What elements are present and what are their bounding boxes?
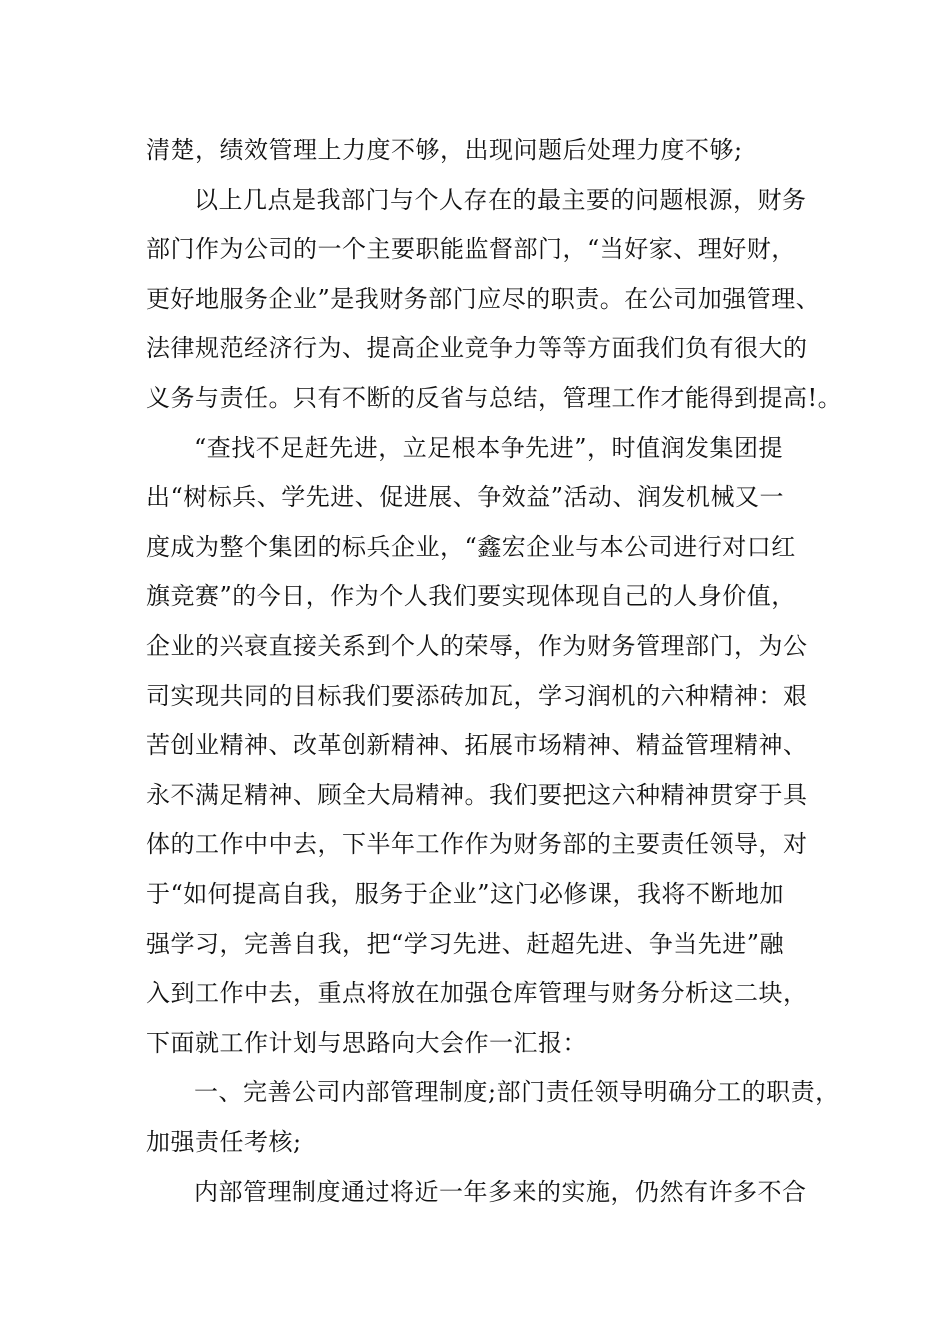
text-line-13: 苦创业精神、改革创新精神、拓展市场精神、精益管理精神、 (146, 731, 808, 759)
text-line-15: 体的工作中中去，下半年工作作为财务部的主要责任领导，对 (146, 830, 808, 858)
text-line-4: 更好地服务企业”是我财务部门应尽的职责。在公司加强管理、 (146, 285, 821, 313)
text-line-16: 于“如何提高自我，服务于企业”这门必修课，我将不断地加 (146, 880, 785, 908)
text-line-5: 法律规范经济行为、提高企业竞争力等等方面我们负有很大的 (146, 334, 808, 362)
text-line-22: 内部管理制度通过将近一年多来的实施，仍然有许多不合 (194, 1178, 807, 1206)
text-line-17: 强学习，完善自我，把“学习先进、赶超先进、争当先进”融 (146, 930, 785, 958)
text-line-11: 企业的兴衰直接关系到个人的荣辱，作为财务管理部门，为公 (146, 632, 808, 660)
text-line-10: 旗竞赛”的今日，作为个人我们要实现体现自己的人身价值， (146, 582, 796, 610)
text-line-2: 以上几点是我部门与个人存在的最主要的问题根源，财务 (194, 186, 807, 214)
text-line-19: 下面就工作计划与思路向大会作一汇报： (146, 1029, 587, 1057)
text-line-6: 义务与责任。只有不断的反省与总结，管理工作才能得到提高!。 (146, 384, 843, 412)
text-line-7: “查找不足赶先进，立足根本争先进”，时值润发集团提 (194, 434, 784, 462)
text-line-18: 入到工作中去，重点将放在加强仓库管理与财务分析这二块， (146, 979, 808, 1007)
text-line-1: 清楚，绩效管理上力度不够，出现问题后处理力度不够; (146, 136, 743, 164)
text-line-21: 加强责任考核; (146, 1128, 302, 1156)
text-line-14: 永不满足精神、顾全大局精神。我们要把这六种精神贯穿于具 (146, 781, 808, 809)
text-line-8: 出“树标兵、学先进、促进展、争效益”活动、润发机械又一 (146, 483, 785, 511)
text-line-20: 一、完善公司内部管理制度;部门责任领导明确分工的职责， (194, 1078, 840, 1106)
text-line-3: 部门作为公司的一个主要职能监督部门，“当好家、理好财， (146, 235, 796, 263)
text-line-12: 司实现共同的目标我们要添砖加瓦，学习润机的六种精神：艰 (146, 682, 808, 710)
text-line-9: 度成为整个集团的标兵企业，“鑫宏企业与本公司进行对口红 (146, 533, 796, 561)
